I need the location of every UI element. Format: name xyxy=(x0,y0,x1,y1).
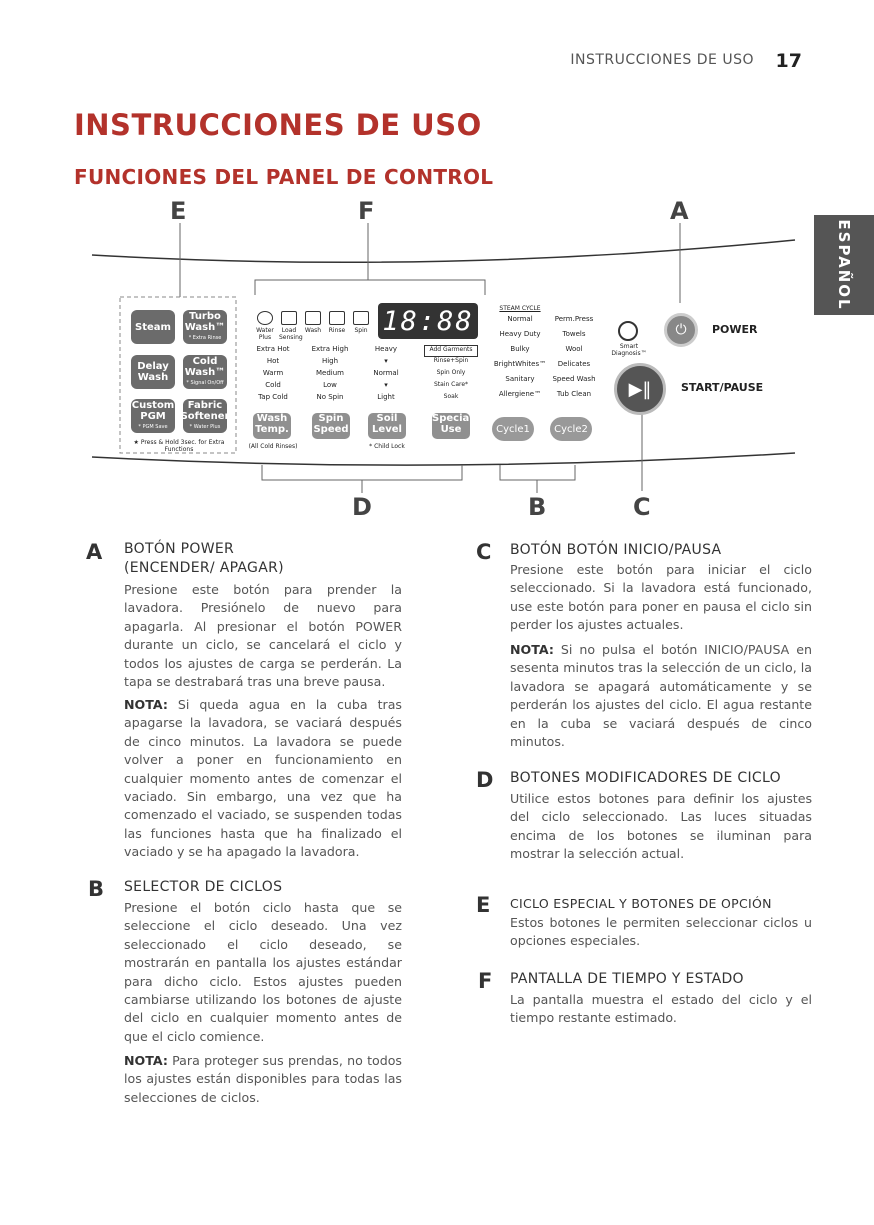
icon-label-rinse: Rinse xyxy=(328,327,346,334)
soil-level-button[interactable]: Soil Level xyxy=(368,413,406,439)
cycle2-list xyxy=(542,315,606,405)
section-b-note xyxy=(124,1052,402,1107)
cycle1-item: Allergiene™ xyxy=(498,390,542,398)
delay-wash-label: Delay Wash xyxy=(137,361,169,383)
custom-pgm-label: Custom PGM xyxy=(131,399,175,422)
temp-option: Tap Cold xyxy=(258,393,288,401)
special-option: Rinse+Spin xyxy=(433,357,469,364)
page-title: INSTRUCCIONES DE USO xyxy=(74,108,482,142)
steam-cycle-header: STEAM CYCLE xyxy=(499,305,541,312)
callout-f: F xyxy=(358,197,375,225)
turbo-wash-button[interactable] xyxy=(183,310,227,344)
soil-options xyxy=(364,345,408,405)
section-c-note-text: Si no pulsa el botón INICIO/PAUSA en sesenta minutos tras la selección de un ciclo, la lavadora se apagará automáticamente y se perderán los ajustes del ciclo. El agua restante en la cuba se vaciará después de cinco minutos. xyxy=(510,642,812,750)
special-option: Stain Care* xyxy=(433,381,469,388)
special-use-button[interactable]: Special Use xyxy=(432,413,470,439)
section-f-letter: F xyxy=(478,969,493,993)
wash-icon xyxy=(305,311,321,325)
smart-diagnosis-icon[interactable] xyxy=(618,321,638,341)
special-option: Add Garments xyxy=(424,345,478,357)
fabric-softener-label: Fabric Softener xyxy=(180,399,230,422)
cycle1-item: Normal xyxy=(507,315,533,323)
turbo-wash-sub: * Extra Rinse xyxy=(188,334,222,341)
section-subtitle: FUNCIONES DEL PANEL DE CONTROL xyxy=(74,165,494,189)
section-c-text: Presione este botón para iniciar el ciclo seleccionado. Si la lavadora está funcionado, use este botón para poner en pausa el ciclo sin perder los ajustes actuales. xyxy=(510,562,812,633)
callout-c: C xyxy=(633,493,651,521)
time-display: 18:88 xyxy=(378,303,478,339)
smart-diagnosis-label: Smart Diagnosis™ xyxy=(611,343,647,357)
temp-option: Extra Hot xyxy=(256,345,290,353)
section-e-letter: E xyxy=(476,893,491,917)
modifier-note-child-lock: * Child Lock xyxy=(369,443,405,450)
section-d-text: Utilice estos botones para definir los ajustes del ciclo seleccionado. Las luces situadas encima de los botones se iluminan para mostrar la selección actual. xyxy=(510,791,812,862)
section-a-letter: A xyxy=(86,540,103,564)
option-note: ★ Press & Hold 3sec. for Extra Functions xyxy=(133,439,225,453)
soil-option: ▾ xyxy=(384,381,388,389)
section-c-title: BOTÓN BOTÓN INICIO/PAUSA xyxy=(510,542,722,558)
running-header: INSTRUCCIONES DE USO xyxy=(570,52,754,68)
steam-label: Steam xyxy=(135,321,171,333)
callout-a: A xyxy=(670,197,689,225)
section-b-note-text: Para proteger sus prendas, no todos los ajustes están disponibles para todas las selecciones de ciclos. xyxy=(124,1053,402,1105)
section-d-title: BOTONES MODIFICADORES DE CICLO xyxy=(510,770,781,786)
spin-option: Low xyxy=(323,381,337,389)
callout-d: D xyxy=(352,493,372,521)
special-options xyxy=(424,345,478,405)
section-b-letter: B xyxy=(88,877,105,901)
section-d-letter: D xyxy=(476,768,494,792)
section-b-title: SELECTOR DE CICLOS xyxy=(124,879,283,895)
cycle1-item: Sanitary xyxy=(505,375,535,383)
power-icon: ⏻ xyxy=(675,322,687,338)
cycle2-item: Delicates xyxy=(557,360,591,368)
rinse-icon xyxy=(329,311,345,325)
section-b-note-label: NOTA: xyxy=(124,1053,168,1068)
status-icons xyxy=(255,311,375,341)
cycle1-item: Bulky xyxy=(510,345,530,353)
temp-option: Warm xyxy=(262,369,284,377)
cycle2-button[interactable]: Cycle2 xyxy=(550,417,592,441)
turbo-wash-label: Turbo Wash™ xyxy=(184,310,226,333)
cycle1-item: Heavy Duty xyxy=(499,330,541,338)
section-a-note-label: NOTA: xyxy=(124,697,168,712)
wash-temp-button[interactable]: Wash Temp. xyxy=(253,413,291,439)
callout-b: B xyxy=(528,493,547,521)
cycle1-item: BrightWhites™ xyxy=(493,360,547,368)
delay-wash-button[interactable] xyxy=(131,355,175,389)
cold-wash-button[interactable] xyxy=(183,355,227,389)
start-pause-label: START/PAUSE xyxy=(681,381,764,394)
power-button[interactable] xyxy=(664,313,698,347)
custom-pgm-sub: * PGM Save xyxy=(138,423,168,430)
cycle2-item: Towels xyxy=(562,330,586,338)
page-number: 17 xyxy=(775,50,802,72)
icon-label-spin: Spin xyxy=(354,327,368,334)
power-label: POWER xyxy=(712,323,758,336)
cold-wash-label: Cold Wash™ xyxy=(184,355,226,378)
custom-pgm-button[interactable] xyxy=(131,399,175,433)
spin-option: Medium xyxy=(316,369,344,377)
temp-option: Cold xyxy=(265,381,281,389)
section-c-letter: C xyxy=(476,540,492,564)
soil-option: Normal xyxy=(373,369,399,377)
modifier-note-cold: (All Cold Rinses) xyxy=(248,443,298,450)
section-c-note-label: NOTA: xyxy=(510,642,554,657)
cycle2-item: Speed Wash xyxy=(552,375,596,383)
language-tab-label: ESPAÑOL xyxy=(835,219,853,311)
spin-option: Extra High xyxy=(311,345,349,353)
section-a-note-text: Si queda agua en la cuba tras apagarse la lavadora, se vaciará después de cinco minutos. La lavadora se puede volver a poner en funcionamiento en cualquier momento antes de comenzar el vaciado. Sin embargo, una vez que ha comenzado el vaciado, se suspenden todas las funciones hasta que ha finalizado el vaciado y se ha apagado la lavadora. xyxy=(124,697,402,860)
icon-label-water-plus: Water Plus xyxy=(256,327,274,341)
section-a-title: BOTÓN POWER (ENCENDER/ APAGAR) xyxy=(124,541,284,576)
fabric-softener-sub: * Water Plus xyxy=(189,423,221,430)
steam-button[interactable] xyxy=(131,310,175,344)
soil-option: Light xyxy=(377,393,395,401)
soil-option: Heavy xyxy=(374,345,398,353)
section-a-note xyxy=(124,696,402,862)
spin-speed-button[interactable]: Spin Speed xyxy=(312,413,350,439)
section-c-note xyxy=(510,641,812,751)
special-option: Soak xyxy=(443,393,459,400)
control-panel-diagram xyxy=(0,195,874,525)
section-b-text: Presione el botón ciclo hasta que se seleccione el ciclo deseado. Una vez seleccionado el ciclo deseado, se mostrarán en pantalla los ajustes estándar para dicho ciclo. Estos ajustes pueden cambiarse utilizando los botones de ajuste del ciclo en cualquier momento antes de que el ciclo comience. xyxy=(124,900,402,1044)
cycle1-button[interactable]: Cycle1 xyxy=(492,417,534,441)
cycle2-item: Wool xyxy=(565,345,583,353)
fabric-softener-button[interactable] xyxy=(180,399,230,433)
temp-options xyxy=(250,345,296,405)
soil-option: ▾ xyxy=(384,357,388,365)
spin-icon xyxy=(353,311,369,325)
spin-options xyxy=(305,345,355,405)
load-sensing-icon xyxy=(281,311,297,325)
cycle2-item: Perm.Press xyxy=(554,315,594,323)
section-e-text: Estos botones le permiten seleccionar ciclos u opciones especiales. xyxy=(510,915,812,949)
cold-wash-sub: * Signal On/Off xyxy=(186,379,224,386)
icon-label-wash: Wash xyxy=(304,327,322,334)
play-pause-icon: ▶‖ xyxy=(628,378,652,400)
special-option: Spin Only xyxy=(436,369,466,376)
section-f-text: La pantalla muestra el estado del ciclo y el tiempo restante estimado. xyxy=(510,992,812,1026)
temp-option: Hot xyxy=(266,357,280,365)
callout-e: E xyxy=(170,197,187,225)
start-pause-button[interactable] xyxy=(614,363,666,415)
section-a-text: Presione este botón para prender la lavadora. Presiónelo de nuevo para apagarla. Al presionar el botón POWER durante un ciclo, se cancelará el ciclo y todos los ajustes de carga se perderán. La tapa se destrabará tras una breve pausa. xyxy=(124,582,402,690)
spin-option: No Spin xyxy=(316,393,344,401)
cycle2-item: Tub Clean xyxy=(556,390,592,398)
icon-label-load-sensing: Load Sensing xyxy=(279,327,303,341)
section-e-title: CICLO ESPECIAL Y BOTONES DE OPCIÓN xyxy=(510,896,772,911)
spin-option: High xyxy=(321,357,339,365)
section-f-title: PANTALLA DE TIEMPO Y ESTADO xyxy=(510,971,744,987)
water-plus-icon xyxy=(257,311,273,325)
